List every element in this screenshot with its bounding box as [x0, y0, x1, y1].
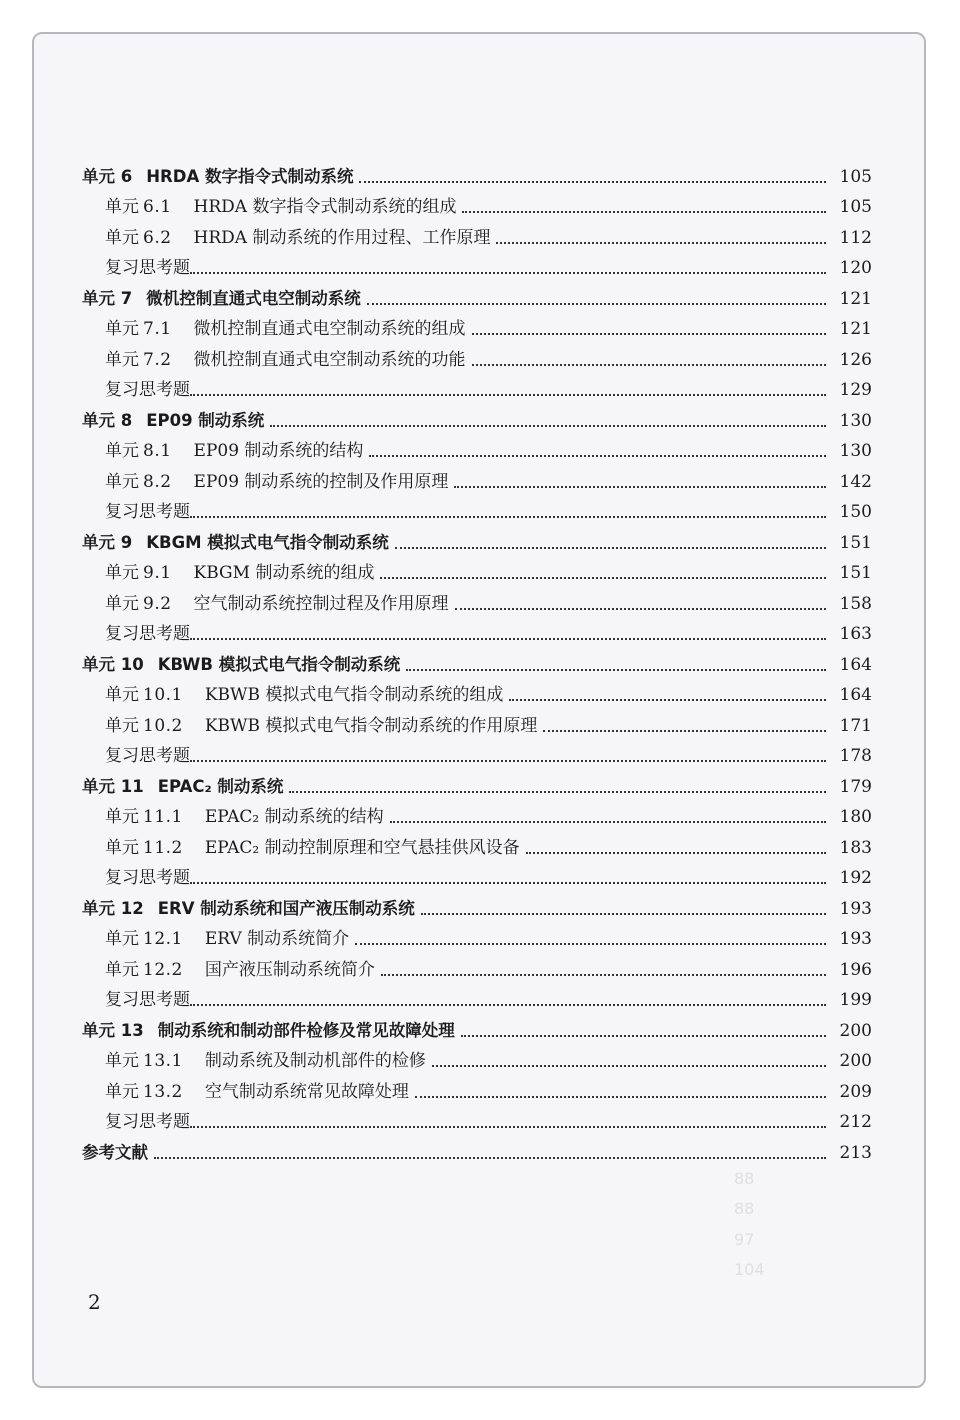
entry-title: 复习思考题: [105, 868, 190, 888]
toc-entry-sub: [82, 706, 872, 737]
toc-entry-sub: [82, 798, 872, 829]
entry-title: EP09 制动系统: [146, 410, 265, 430]
entry-page-number: 200: [839, 1020, 872, 1041]
entry-prefix: 单元 8: [82, 410, 133, 430]
entry-title: 复习思考题: [105, 746, 190, 766]
toc-entry-label: [82, 776, 289, 798]
entry-prefix: 单元: [105, 1051, 139, 1071]
toc-entry-label: [82, 471, 454, 493]
entry-title: 制动系统及制动机部件的检修: [204, 1051, 426, 1071]
toc-entry-label: [82, 959, 381, 981]
entry-title: KBGM 模拟式电气指令制动系统: [146, 532, 389, 552]
toc-entry-label: [82, 1081, 415, 1103]
entry-page-number: 163: [839, 624, 872, 644]
entry-title: 空气制动系统常见故障处理: [204, 1081, 409, 1102]
toc-entry-unit: [82, 645, 872, 676]
toc-entry-label: [82, 288, 367, 310]
toc-entry-label: [82, 257, 190, 279]
toc-entry-label: [82, 623, 190, 645]
toc-entry-label: [82, 440, 369, 462]
toc-entry-sub: [82, 310, 872, 341]
entry-title: HRDA 数字指令式制动系统: [146, 166, 354, 186]
entry-page-number: 213: [839, 1142, 872, 1163]
entry-page-number: 151: [839, 532, 872, 553]
entry-prefix: 单元: [105, 685, 139, 705]
entry-code: 7.2: [143, 349, 172, 370]
page-number: 2: [88, 1290, 101, 1314]
entry-code: 8.2: [143, 471, 172, 492]
toc-entry-sub: [82, 218, 872, 249]
toc-entry-sub: [82, 1042, 872, 1073]
entry-page-number: 142: [839, 471, 872, 492]
show-through-text: 104: [734, 1260, 765, 1279]
dot-leader: [472, 333, 826, 335]
dot-leader: [190, 1126, 826, 1128]
toc-entry-sub: [82, 1072, 872, 1103]
toc-entry-label: [82, 1020, 461, 1042]
entry-page-number: 196: [839, 959, 872, 980]
dot-leader: [421, 913, 826, 915]
entry-title: ERV 制动系统简介: [204, 929, 350, 949]
entry-page-number: 164: [839, 685, 872, 705]
toc-entry-sub: [82, 950, 872, 981]
entry-title: EPAC₂ 制动系统的结构: [204, 807, 384, 827]
toc-entry-label: [82, 501, 190, 523]
entry-title: 复习思考题: [105, 1112, 190, 1132]
entry-title: 国产液压制动系统简介: [204, 959, 375, 980]
entry-page-number: 192: [839, 868, 872, 888]
toc-entry-unit: [82, 157, 872, 188]
toc-entry-label: [82, 837, 526, 859]
entry-title: KBGM 制动系统的组成: [193, 563, 375, 583]
entry-page-number: 183: [839, 837, 872, 858]
toc-entry-sub: [82, 920, 872, 951]
entry-prefix: 单元 6: [82, 166, 133, 186]
entry-code: 10.1: [143, 685, 183, 705]
dot-leader: [462, 211, 826, 213]
dot-leader: [270, 425, 826, 427]
entry-title: KBWB 模拟式电气指令制动系统: [157, 654, 401, 674]
toc-entry-sub: [82, 554, 872, 585]
entry-prefix: 单元 7: [82, 288, 133, 308]
entry-prefix: 单元: [105, 563, 139, 583]
entry-code: 11.2: [143, 837, 183, 858]
dot-leader: [455, 608, 826, 610]
entry-page-number: 150: [839, 502, 872, 522]
dot-leader: [406, 669, 826, 671]
dot-leader: [415, 1096, 826, 1098]
entry-code: 11.1: [143, 807, 183, 827]
toc-entry-label: [82, 684, 509, 706]
toc-entry-label: [82, 349, 472, 371]
entry-title: 微机控制直通式电空制动系统的组成: [193, 319, 466, 339]
entry-page-number: 193: [839, 898, 872, 919]
entry-title: HRDA 制动系统的作用过程、工作原理: [193, 227, 491, 248]
toc-entry-label: [82, 806, 390, 828]
entry-code: 9.2: [143, 593, 172, 614]
toc-entry-unit: [82, 401, 872, 432]
toc-entry-review: [82, 371, 872, 402]
toc-entry-label: [82, 593, 455, 615]
toc-entry-review: [82, 615, 872, 646]
dot-leader: [367, 303, 826, 305]
entry-code: 12.1: [143, 929, 183, 949]
toc-entry-unit: [82, 279, 872, 310]
dot-leader: [395, 547, 826, 549]
dot-leader: [190, 760, 826, 762]
entry-code: 13.1: [143, 1051, 183, 1071]
toc-entry-label: [82, 410, 270, 432]
entry-page-number: 179: [839, 776, 872, 797]
entry-prefix: 单元 11: [82, 776, 144, 796]
dot-leader: [190, 1004, 826, 1006]
entry-page-number: 178: [839, 746, 872, 766]
toc-entry-sub: [82, 828, 872, 859]
dot-leader: [289, 791, 826, 793]
toc-entry-label: [82, 166, 359, 188]
entry-prefix: 单元: [105, 319, 139, 339]
entry-page-number: 164: [839, 654, 872, 675]
toc-entry-review: [82, 737, 872, 768]
dot-leader: [190, 516, 826, 518]
dot-leader: [454, 486, 826, 488]
entry-title: KBWB 模拟式电气指令制动系统的作用原理: [204, 715, 538, 736]
entry-page-number: 121: [839, 288, 872, 309]
entry-page-number: 199: [839, 990, 872, 1010]
toc-entry-review: [82, 249, 872, 280]
dot-leader: [509, 699, 826, 701]
dot-leader: [369, 455, 826, 457]
toc-entry-unit: [82, 523, 872, 554]
entry-page-number: 200: [839, 1051, 872, 1071]
entry-page-number: 121: [839, 319, 872, 339]
toc-entry-sub: [82, 432, 872, 463]
dot-leader: [432, 1065, 826, 1067]
toc-entry-review: [82, 859, 872, 890]
toc-entry-label: [82, 532, 395, 554]
entry-prefix: 单元: [105, 593, 139, 614]
toc-entry-label: [82, 227, 496, 249]
entry-title: HRDA 数字指令式制动系统的组成: [193, 197, 457, 217]
show-through-text: 97: [734, 1230, 755, 1249]
entry-page-number: 180: [839, 807, 872, 827]
entry-page-number: 193: [839, 929, 872, 949]
toc-entry-label: [82, 928, 355, 950]
dot-leader: [461, 1035, 826, 1037]
entry-code: 12.2: [143, 959, 183, 980]
toc-entry-label: [82, 1142, 154, 1164]
toc-entry-unit: [82, 1011, 872, 1042]
dot-leader: [526, 852, 826, 854]
entry-page-number: 129: [839, 380, 872, 400]
dot-leader: [154, 1157, 826, 1159]
toc-entry-sub: [82, 584, 872, 615]
entry-page-number: 105: [839, 197, 872, 217]
toc-entry-label: [82, 715, 543, 737]
entry-title: 复习思考题: [105, 380, 190, 400]
dot-leader: [190, 272, 826, 274]
entry-title: EP09 制动系统的结构: [193, 441, 364, 461]
entry-prefix: 单元: [105, 837, 139, 858]
show-through-text: 88: [734, 1199, 755, 1218]
toc-entry-label: [82, 318, 472, 340]
entry-title: 微机控制直通式电空制动系统的功能: [193, 349, 466, 370]
dot-leader: [381, 974, 826, 976]
dot-leader: [355, 943, 826, 945]
entry-page-number: 130: [839, 410, 872, 431]
entry-prefix: 单元 10: [82, 654, 144, 674]
entry-prefix: 单元 12: [82, 898, 144, 918]
show-through-text: 88: [734, 1169, 755, 1188]
toc-entry-sub: [82, 676, 872, 707]
toc-entry-review: [82, 981, 872, 1012]
entry-page-number: 209: [839, 1081, 872, 1102]
toc-entry-label: [82, 1050, 432, 1072]
entry-code: 7.1: [143, 319, 172, 339]
entry-page-number: 112: [839, 227, 872, 248]
entry-code: 13.2: [143, 1081, 183, 1102]
toc-entry-label: [82, 989, 190, 1011]
entry-page-number: 126: [839, 349, 872, 370]
entry-page-number: 151: [839, 563, 872, 583]
dot-leader: [472, 364, 826, 366]
entry-page-number: 171: [839, 715, 872, 736]
entry-title: EP09 制动系统的控制及作用原理: [193, 471, 449, 492]
entry-title: 微机控制直通式电空制动系统: [146, 288, 361, 308]
entry-code: 8.1: [143, 441, 172, 461]
toc-entry-label: [82, 1111, 190, 1133]
toc-entry-label: [82, 562, 380, 584]
entry-title: ERV 制动系统和国产液压制动系统: [157, 898, 415, 918]
entry-prefix: 单元 13: [82, 1020, 144, 1040]
toc-entry-label: [82, 745, 190, 767]
entry-title: 空气制动系统控制过程及作用原理: [193, 593, 449, 614]
dot-leader: [190, 882, 826, 884]
entry-page-number: 105: [839, 166, 872, 187]
entry-prefix: 单元: [105, 929, 139, 949]
entry-title: 制动系统和制动部件检修及常见故障处理: [157, 1020, 455, 1040]
entry-prefix: 单元: [105, 471, 139, 492]
entry-code: 9.1: [143, 563, 172, 583]
toc-entry-unit: [82, 767, 872, 798]
toc-entry-label: [82, 379, 190, 401]
dot-leader: [380, 577, 826, 579]
entry-page-number: 130: [839, 441, 872, 461]
entry-page-number: 120: [839, 258, 872, 278]
entry-prefix: 单元: [105, 807, 139, 827]
book-page: [32, 32, 926, 1388]
entry-prefix: 单元: [105, 959, 139, 980]
entry-title: 复习思考题: [105, 258, 190, 278]
toc-entry-review: [82, 1103, 872, 1134]
dot-leader: [190, 638, 826, 640]
entry-code: 10.2: [143, 715, 183, 736]
toc-entry-sub: [82, 462, 872, 493]
entry-prefix: 单元: [105, 715, 139, 736]
entry-title: 复习思考题: [105, 990, 190, 1010]
toc-entry-review: [82, 493, 872, 524]
entry-title: 复习思考题: [105, 624, 190, 644]
toc-entry-label: [82, 898, 421, 920]
toc-entry-label: [82, 196, 462, 218]
dot-leader: [496, 242, 826, 244]
entry-page-number: 158: [839, 593, 872, 614]
entry-prefix: 单元: [105, 197, 139, 217]
entry-code: 6.1: [143, 197, 172, 217]
entry-prefix: 单元 9: [82, 532, 133, 552]
entry-title: EPAC₂ 制动系统: [157, 776, 284, 796]
table-of-contents: [82, 157, 872, 1164]
entry-title: 复习思考题: [105, 502, 190, 522]
entry-page-number: 212: [839, 1112, 872, 1132]
toc-entry-unit: [82, 1133, 872, 1164]
toc-entry-label: [82, 867, 190, 889]
toc-entry-sub: [82, 340, 872, 371]
dot-leader: [543, 730, 826, 732]
entry-prefix: 单元: [105, 227, 139, 248]
entry-prefix: 单元: [105, 441, 139, 461]
entry-code: 6.2: [143, 227, 172, 248]
dot-leader: [390, 821, 826, 823]
entry-prefix: 参考文献: [82, 1142, 148, 1162]
entry-title: KBWB 模拟式电气指令制动系统的组成: [204, 685, 504, 705]
dot-leader: [190, 394, 826, 396]
entry-prefix: 单元: [105, 1081, 139, 1102]
entry-prefix: 单元: [105, 349, 139, 370]
toc-entry-sub: [82, 188, 872, 219]
toc-entry-unit: [82, 889, 872, 920]
toc-entry-label: [82, 654, 406, 676]
dot-leader: [359, 181, 826, 183]
entry-title: EPAC₂ 制动控制原理和空气悬挂供风设备: [204, 837, 520, 858]
